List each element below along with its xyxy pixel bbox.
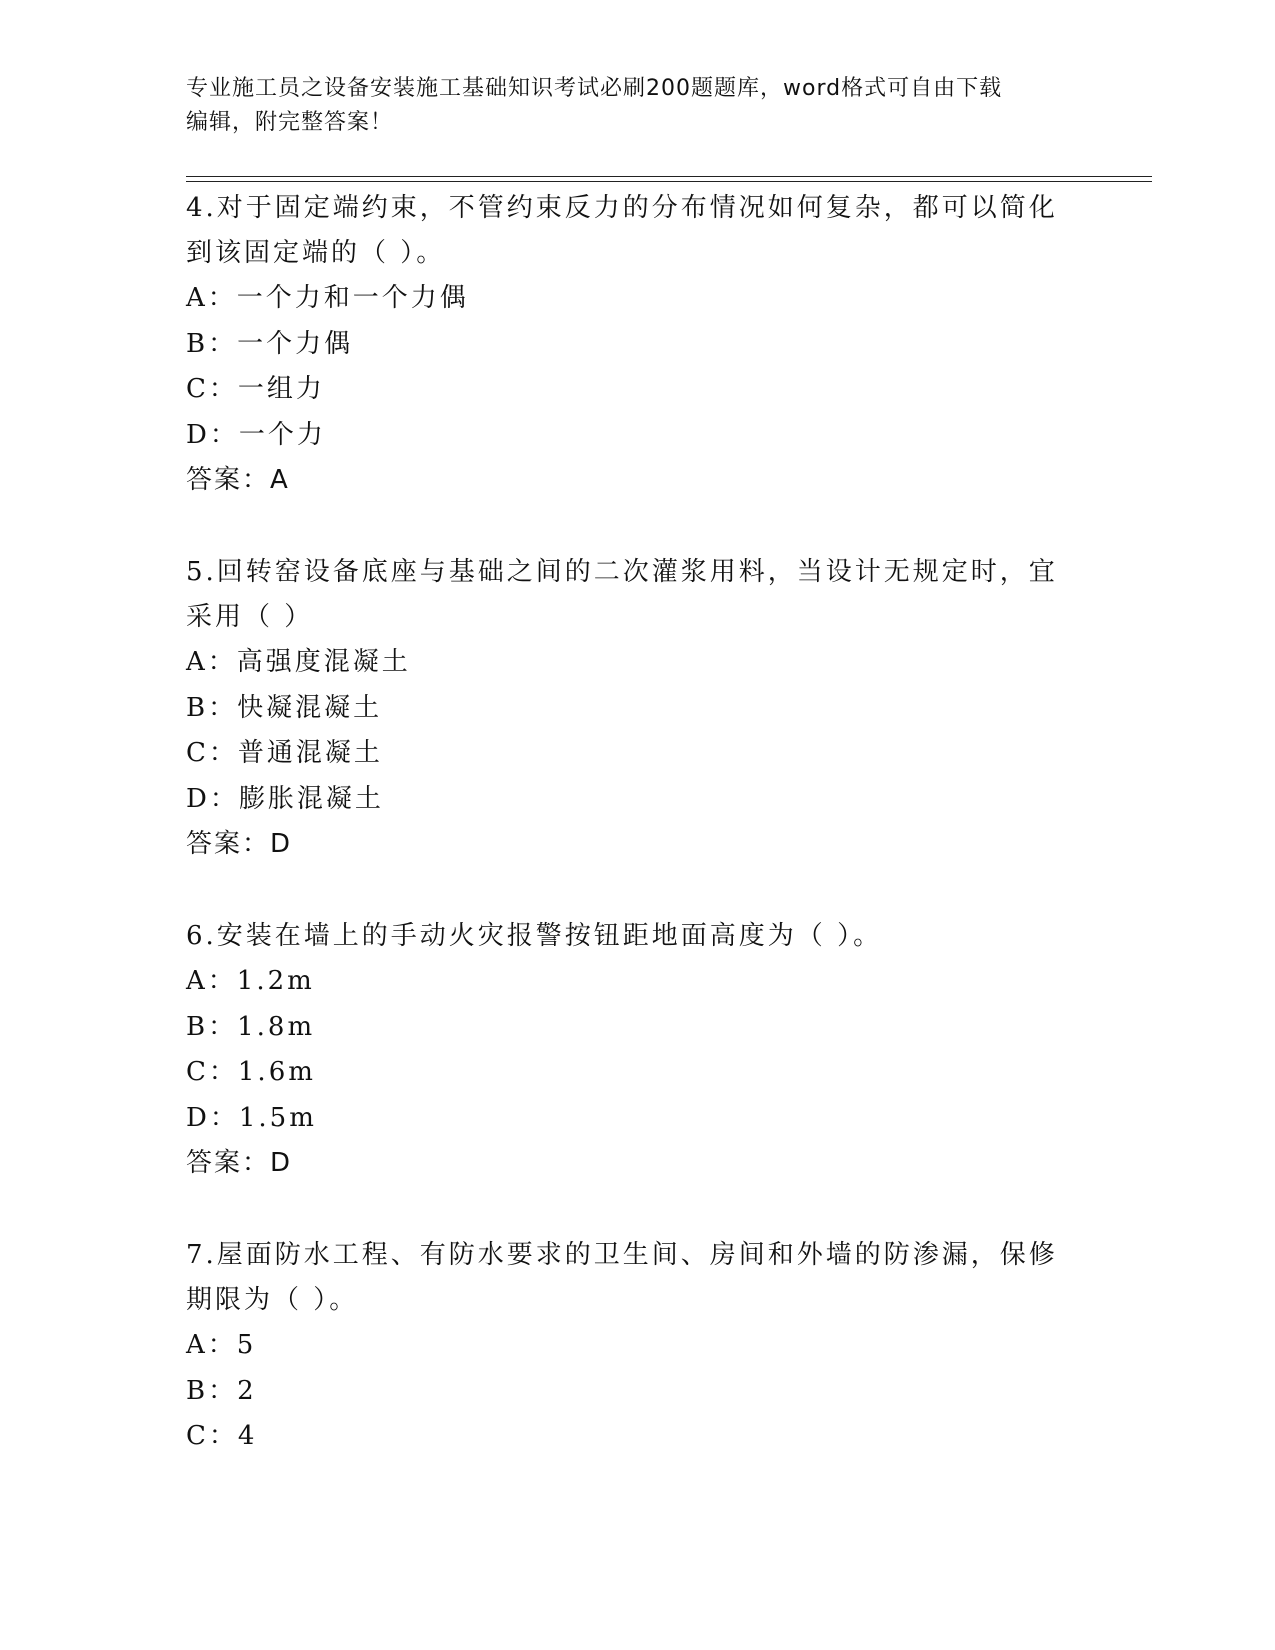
question-stem-line-1: 5.回转窑设备底座与基础之间的二次灌浆用料，当设计无规定时，宜 xyxy=(186,557,1058,587)
option-d: D：膨胀混凝土 xyxy=(186,783,384,814)
option-a: A：高强度混凝土 xyxy=(186,647,411,677)
option-b: B：1.8m xyxy=(186,1011,316,1042)
document-header xyxy=(186,72,1066,140)
question-list xyxy=(186,186,1086,1460)
option-a: A：1.2m xyxy=(186,966,315,996)
question-stem-line-2: 采用（ ） xyxy=(186,602,314,632)
header-divider-bottom xyxy=(186,181,1152,182)
option-a: A：5 xyxy=(186,1330,257,1360)
spacer xyxy=(186,503,1086,550)
question-5 xyxy=(186,550,1086,867)
question-stem-line-1: 4.对于固定端约束，不管约束反力的分布情况如何复杂，都可以简化 xyxy=(186,193,1058,223)
option-b: B：一个力偶 xyxy=(186,328,354,359)
question-stem-line-2: 期限为（ ）。 xyxy=(186,1285,359,1315)
option-a: A：一个力和一个力偶 xyxy=(186,283,469,313)
question-stem-line-1: 7.屋面防水工程、有防水要求的卫生间、房间和外墙的防渗漏，保修 xyxy=(186,1240,1058,1270)
header-line-1: 专业施工员之设备安装施工基础知识考试必刷200题题库，word格式可自由下载 xyxy=(186,76,1003,101)
option-c: C：普通混凝土 xyxy=(186,738,383,768)
option-b: B：2 xyxy=(186,1375,257,1406)
option-c: C：4 xyxy=(186,1421,258,1451)
question-stem-line-1: 6.安装在墙上的手动火灾报警按钮距地面高度为（ ）。 xyxy=(186,921,883,951)
answer-label: 答案：D xyxy=(186,829,293,859)
answer-label: 答案：D xyxy=(186,1148,293,1178)
question-stem-line-2: 到该固定端的（ ）。 xyxy=(186,238,446,268)
question-7 xyxy=(186,1233,1086,1460)
question-6 xyxy=(186,914,1086,1186)
option-b: B：快凝混凝土 xyxy=(186,692,383,723)
spacer xyxy=(186,867,1086,914)
option-c: C：一组力 xyxy=(186,374,325,404)
answer-label: 答案：A xyxy=(186,465,290,495)
option-d: D：1.5m xyxy=(186,1102,317,1133)
header-divider-top xyxy=(186,176,1152,177)
question-4 xyxy=(186,186,1086,503)
spacer xyxy=(186,1186,1086,1233)
header-line-2: 编辑，附完整答案！ xyxy=(186,110,394,135)
option-d: D：一个力 xyxy=(186,419,326,450)
option-c: C：1.6m xyxy=(186,1057,316,1087)
